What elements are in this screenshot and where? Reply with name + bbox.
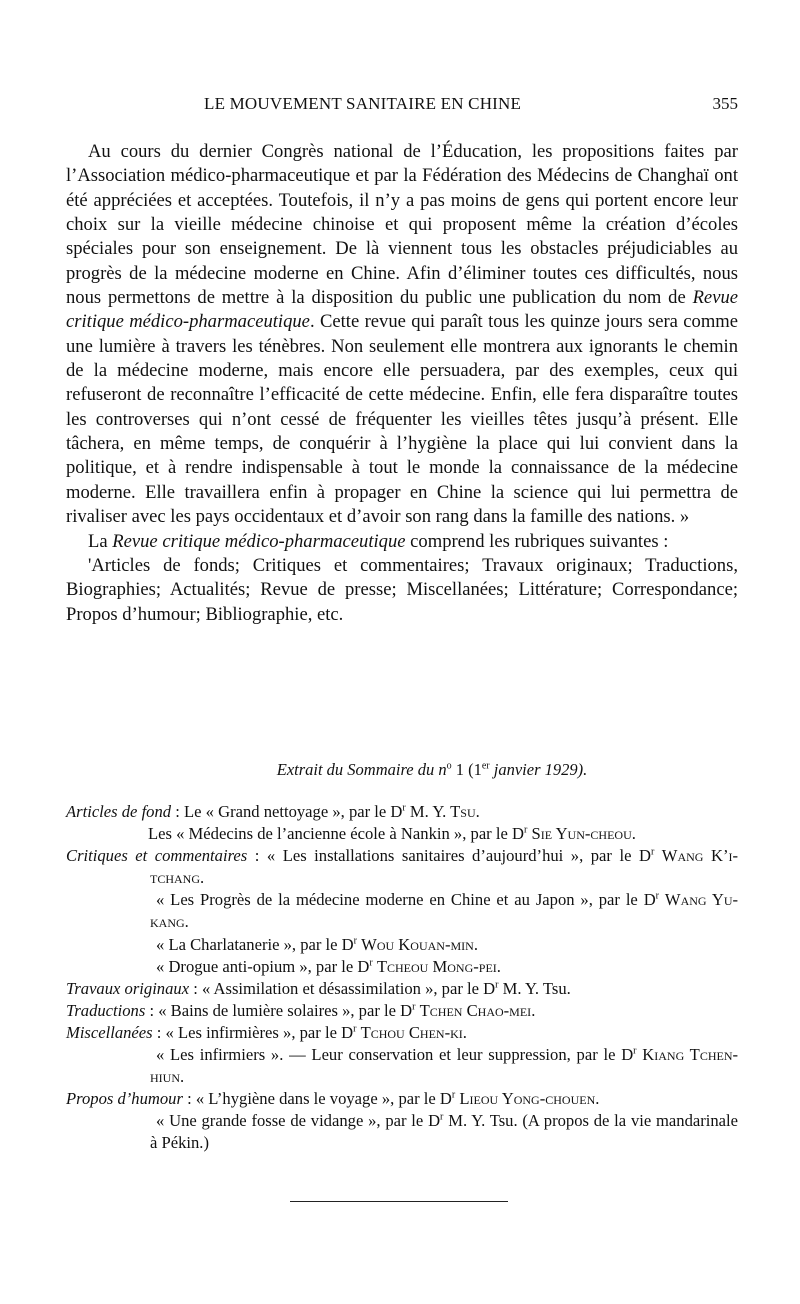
entry-text: : Le « Grand nettoyage », par le	[171, 802, 391, 821]
entry-text: « Les Progrès de la médecine moderne en Chine et au Japon », par le	[156, 890, 644, 910]
doctor-abbr-sup: r	[353, 1023, 357, 1035]
doctor-abbr-sup: r	[655, 890, 660, 902]
extract-heading	[66, 760, 738, 780]
entry-text: : « L’hygiène dans le voyage », par le	[182, 1089, 440, 1109]
paragraph-1-text-b: . Cette revue qui paraît tous les quinze jours sera comme une lumière à travers les ténèbres. Non seulement elle montrera aux ignorants le chemin de la médecine moderne, mais encore elle persuadera, par des exemples, ceux qui refuseront de reconnaître l’efficacité de cette médecine. Enfin, elle fera disparaître toutes les controverses qui n’ont cessé de fréquenter les vieilles têtes jusqu’à présent. Elle tâchera, en même temps, de conquérir à l’hygiène la place qui lui convient dans la politique, et à rendre indispensable à tout le monde la connaissance de la médecine moderne. Elle travaillera enfin à propager en Chine la science qui lui permettra de rivaliser avec les pays occidentaux et d’avoir son rang dans la famille des nations. »	[66, 311, 739, 528]
doctor-abbr: D	[390, 802, 403, 821]
doctor-abbr: D	[357, 956, 370, 976]
entry-text: « Drogue anti-opium », par le	[156, 956, 358, 976]
contents-entry	[66, 1022, 738, 1044]
doctor-abbr-sup: r	[440, 1111, 444, 1123]
entry-text: : « Assimilation et désassimilation », par le	[189, 978, 484, 998]
section-label: Critiques et commentaires	[66, 846, 248, 866]
entry-text: : « Bains de lumière solaires », par le	[145, 1000, 401, 1020]
closing-rule	[290, 1201, 508, 1202]
entry-period: .	[475, 802, 480, 821]
entry-text: Les « Médecins de l’ancienne école à Nankin », par le	[148, 824, 512, 844]
paragraph-2-text-a: La	[88, 530, 113, 552]
doctor-abbr: D	[439, 1089, 452, 1109]
doctor-abbr: D	[638, 846, 651, 866]
doctor-abbr-sup: r	[523, 824, 528, 836]
section-label: Miscellanées	[66, 1022, 153, 1042]
entry-text: : « Les infirmières », par le	[152, 1022, 342, 1042]
author-name: Wang K’i-tchang	[150, 846, 738, 888]
doctor-abbr-sup: r	[353, 935, 357, 947]
entry-text: « Les infirmiers ». — Leur conservation et leur suppression, par le	[156, 1045, 622, 1065]
paragraph-1	[66, 140, 738, 530]
author-name: Lieou Yong-chouen	[459, 1089, 596, 1109]
entry-period: .	[595, 1089, 600, 1109]
entry-text: « Une grande fosse de vidange », par le	[156, 1111, 429, 1131]
contents-entry	[66, 1044, 738, 1088]
author-name: Wou Kouan-min	[361, 934, 474, 954]
contents-entry	[66, 889, 738, 933]
entry-period: .	[462, 1022, 467, 1042]
entry-tail: . (A propos de la vie mandarinale à Pékin.)	[150, 1111, 739, 1153]
contents-list	[66, 801, 738, 1155]
entry-period: .	[631, 824, 636, 844]
entry-period: .	[184, 912, 189, 932]
doctor-abbr-sup: r	[495, 979, 499, 991]
doctor-abbr-sup: r	[369, 957, 373, 969]
author-name: Wang Yu-kang	[150, 890, 739, 932]
doctor-abbr: D	[428, 1111, 441, 1131]
contents-entry	[66, 934, 738, 956]
extract-heading-text-a: Extrait du Sommaire du n	[276, 760, 447, 779]
body-text	[66, 140, 738, 627]
entry-period: .	[496, 956, 501, 976]
extract-heading-text-b: janvier 1929).	[489, 760, 588, 779]
section-label: Traductions	[66, 1000, 146, 1020]
doctor-abbr: D	[400, 1000, 413, 1020]
contents-entry	[66, 823, 738, 845]
entry-text: « La Charlatanerie », par le	[156, 934, 342, 954]
doctor-abbr: D	[341, 934, 354, 954]
extract-heading-sup-er: er	[481, 760, 490, 772]
doctor-abbr-sup: r	[451, 1089, 456, 1101]
paragraph-2-text-b: comprend les rubriques suivantes :	[405, 530, 669, 552]
entry-period: .	[473, 934, 478, 954]
section-label: Travaux originaux	[66, 978, 190, 998]
doctor-abbr-sup: r	[412, 1001, 416, 1013]
doctor-abbr-sup: r	[402, 802, 406, 814]
paragraph-3-text: 'Articles de fonds; Critiques et commentaires; Travaux originaux; Traductions, Biographies; Actualités; Revue de presse; Miscellanées; Littérature; Correspondance; Propos d’humour; Bibliographie, etc.	[66, 554, 738, 625]
section-label: Propos d’humour	[66, 1089, 183, 1109]
entry-text: : « Les installations sanitaires d’aujourd’hui », par le	[247, 846, 639, 866]
section-label: Articles de fond	[66, 802, 172, 821]
contents-entry	[66, 956, 738, 978]
entry-period: .	[531, 1000, 536, 1020]
page-number: 355	[712, 94, 738, 113]
contents-entry	[66, 801, 738, 823]
contents-entry	[66, 978, 738, 1000]
doctor-abbr: D	[512, 824, 524, 844]
doctor-abbr: D	[341, 1022, 354, 1042]
contents-entry	[66, 1110, 738, 1154]
doctor-abbr: D	[621, 1045, 634, 1065]
entry-period: .	[200, 868, 205, 888]
doctor-abbr-sup: r	[633, 1045, 637, 1057]
author-name: Tchen Chao-mei	[419, 1000, 532, 1020]
contents-entry	[66, 1088, 738, 1110]
extract-heading-sup-o: o	[446, 760, 452, 772]
author-name: M. Y. Tsu	[409, 802, 476, 821]
running-title: LE MOUVEMENT SANITAIRE EN CHINE	[204, 94, 522, 113]
contents-entry	[66, 845, 738, 889]
extract-heading-number: 1 (1	[451, 760, 482, 779]
doctor-abbr: D	[643, 890, 656, 910]
author-name: M. Y. Tsu	[502, 978, 567, 998]
author-name: Sie Yun-cheou	[531, 824, 632, 844]
contents-entry	[66, 1000, 738, 1022]
running-head	[66, 94, 738, 118]
journal-title: Revue critique médico-pharmaceutique	[66, 287, 738, 333]
author-name: Kiang Tchen-hiun	[150, 1045, 739, 1087]
entry-period: .	[566, 978, 571, 998]
paragraph-2	[66, 530, 738, 554]
author-name: Tcheou Mong-pei	[376, 956, 497, 976]
doctor-abbr-sup: r	[650, 846, 655, 858]
author-name: Tchou Chen-ki	[360, 1022, 463, 1042]
paragraph-1-text-a: Au cours du dernier Congrès national de l’Éducation, les propositions faites par l’Association médico-pharmaceutique et par la Fédération des Médecins de Changhaï ont été appréciées et acceptées. Toutefois, il n’y a pas moins de gens qui portent encore leur choix sur la vieille médecine chinoise et qui proposent même la création d’écoles spéciales pour son enseignement. De là viennent tous les obstacles préjudiciables au progrès de la médecine moderne en Chine. Afin d’éliminer toutes ces difficultés, nous nous permettons de mettre à la disposition du public une publication du nom de	[66, 141, 738, 309]
journal-title: Revue critique médico-pharmaceutique	[112, 530, 406, 552]
paragraph-3-rubric-list	[66, 554, 738, 627]
doctor-abbr: D	[483, 978, 496, 998]
author-name: M. Y. Tsu	[448, 1111, 514, 1131]
entry-period: .	[180, 1067, 185, 1087]
